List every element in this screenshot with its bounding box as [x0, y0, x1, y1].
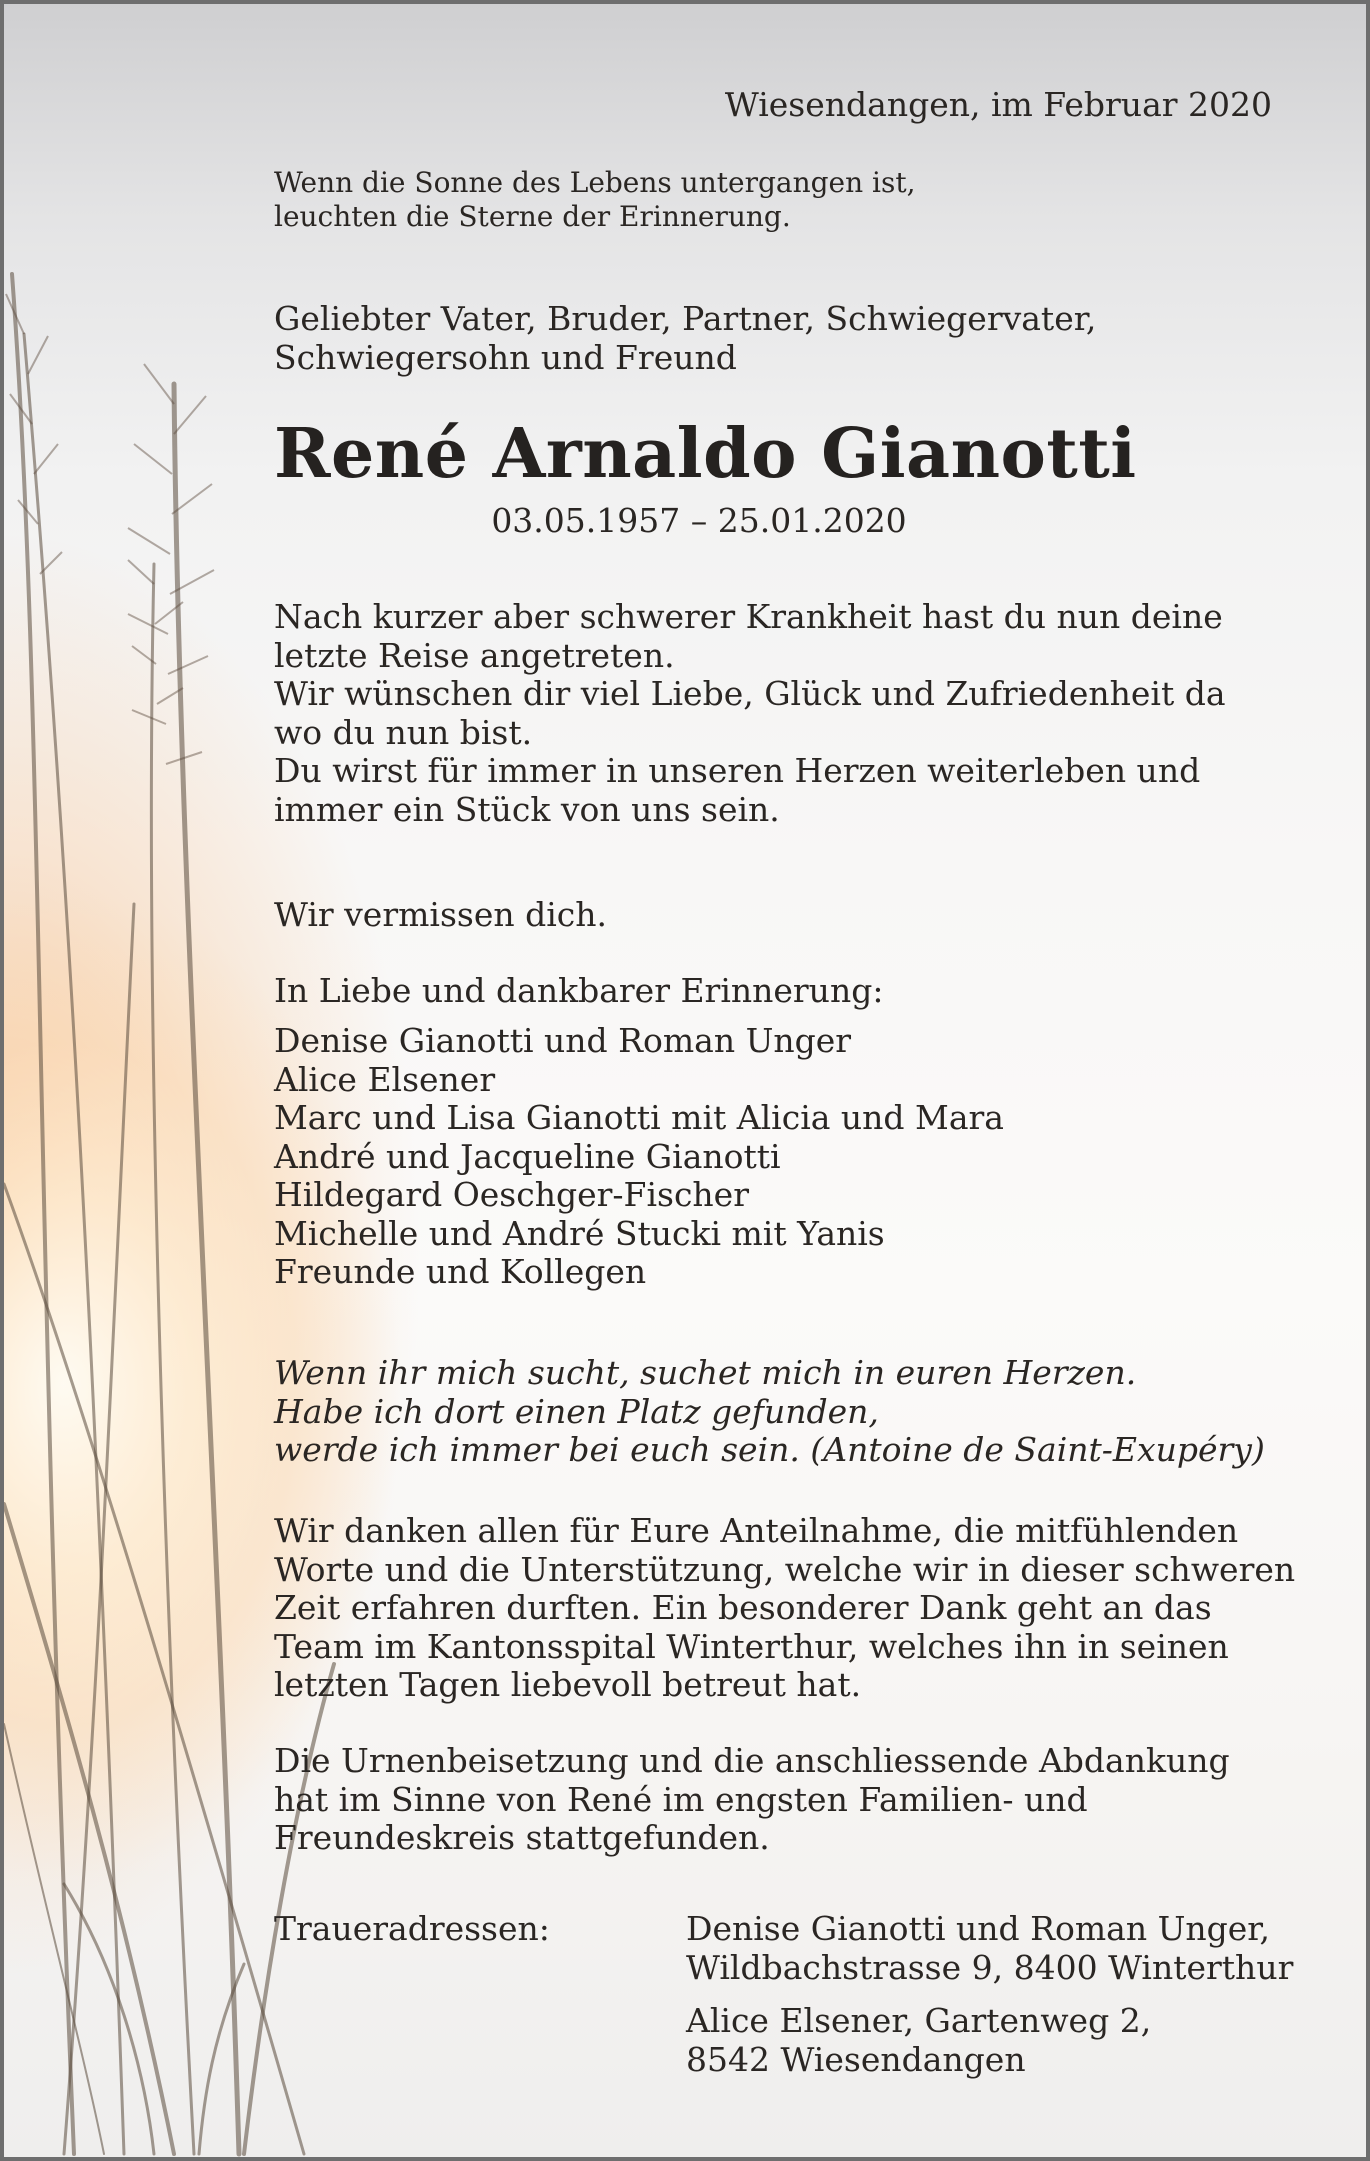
place-and-date: Wiesendangen, im Februar 2020 [724, 85, 1272, 124]
quote-line: werde ich immer bei euch sein. (Antoine de Saint-Exupéry) [274, 1430, 1265, 1469]
relation-line: Geliebter Vater, Bruder, Partner, Schwiegervater, [274, 299, 1097, 338]
mourner-entry: André und Jacqueline Gianotti [274, 1136, 781, 1176]
mourner-entry: Michelle und André Stucki mit Yanis [274, 1213, 885, 1253]
address-second [686, 2002, 1151, 2079]
motto-line: Wenn die Sonne des Lebens untergangen ist, [274, 166, 916, 199]
quote-line: Habe ich dort einen Platz gefunden, [274, 1391, 879, 1431]
life-dates: 03.05.1957 – 25.01.2020 [491, 501, 907, 540]
thanks-line: Worte und die Unterstützung, welche wir in dieser schweren [274, 1549, 1296, 1589]
mourner-entry: Marc und Lisa Gianotti mit Alicia und Mara [274, 1098, 1004, 1137]
burial-paragraph [274, 1742, 1230, 1858]
address-line: Wildbachstrasse 9, 8400 Winterthur [686, 1947, 1294, 1987]
burial-line: Die Urnenbeisetzung und die anschliessende Abdankung [274, 1741, 1230, 1780]
relation-text [274, 300, 1096, 377]
mourner-entry: Freunde und Kollegen [274, 1252, 647, 1291]
address-first [686, 1910, 1293, 1987]
quote-line: Wenn ihr mich sucht, suchet mich in euren Herzen. [274, 1353, 1137, 1392]
mourner-entry: Denise Gianotti und Roman Unger [274, 1021, 852, 1060]
thanks-line: Zeit erfahren durften. Ein besonderer Dank geht an das [274, 1588, 1212, 1627]
burial-line: hat im Sinne von René im engsten Familien- und [274, 1779, 1088, 1819]
mourner-entry: Hildegard Oeschger-Fischer [274, 1175, 749, 1214]
address-line: Denise Gianotti und Roman Unger, [686, 1909, 1270, 1948]
message-line: wo du nun bist. [274, 712, 533, 752]
message-line: Wir wünschen dir viel Liebe, Glück und Zufriedenheit da [274, 674, 1226, 713]
message-line: immer ein Stück von uns sein. [274, 789, 780, 829]
farewell-message [274, 598, 1226, 829]
miss-line: Wir vermissen dich. [274, 895, 607, 934]
thanks-line: Wir danken allen für Eure Anteilnahme, die mitfühlenden [274, 1511, 1239, 1550]
deceased-name: René Arnaldo Gianotti [274, 414, 1137, 494]
burial-line: Freundeskreis stattgefunden. [274, 1818, 770, 1857]
message-line: Du wirst für immer in unseren Herzen weiterleben und [274, 751, 1201, 790]
thanks-paragraph [274, 1512, 1295, 1705]
mourners-list [274, 1022, 1004, 1292]
obituary-content [4, 4, 1366, 2157]
addresses-label: Traueradressen: [274, 1909, 550, 1948]
motto [274, 166, 916, 234]
quote [274, 1354, 1265, 1470]
motto-line: leuchten die Sterne der Erinnerung. [274, 200, 791, 233]
mourners-intro: In Liebe und dankbarer Erinnerung: [274, 971, 884, 1010]
thanks-line: letzten Tagen liebevoll betreut hat. [274, 1665, 862, 1704]
relation-line: Schwiegersohn und Freund [274, 337, 737, 377]
mourner-entry: Alice Elsener [274, 1059, 496, 1099]
message-line: letzte Reise angetreten. [274, 635, 675, 675]
thanks-line: Team im Kantonsspital Winterthur, welches ihn in seinen [274, 1626, 1229, 1666]
message-line: Nach kurzer aber schwerer Krankheit hast du nun deine [274, 597, 1223, 636]
address-line: Alice Elsener, Gartenweg 2, [686, 2001, 1152, 2040]
address-line: 8542 Wiesendangen [686, 2039, 1026, 2079]
